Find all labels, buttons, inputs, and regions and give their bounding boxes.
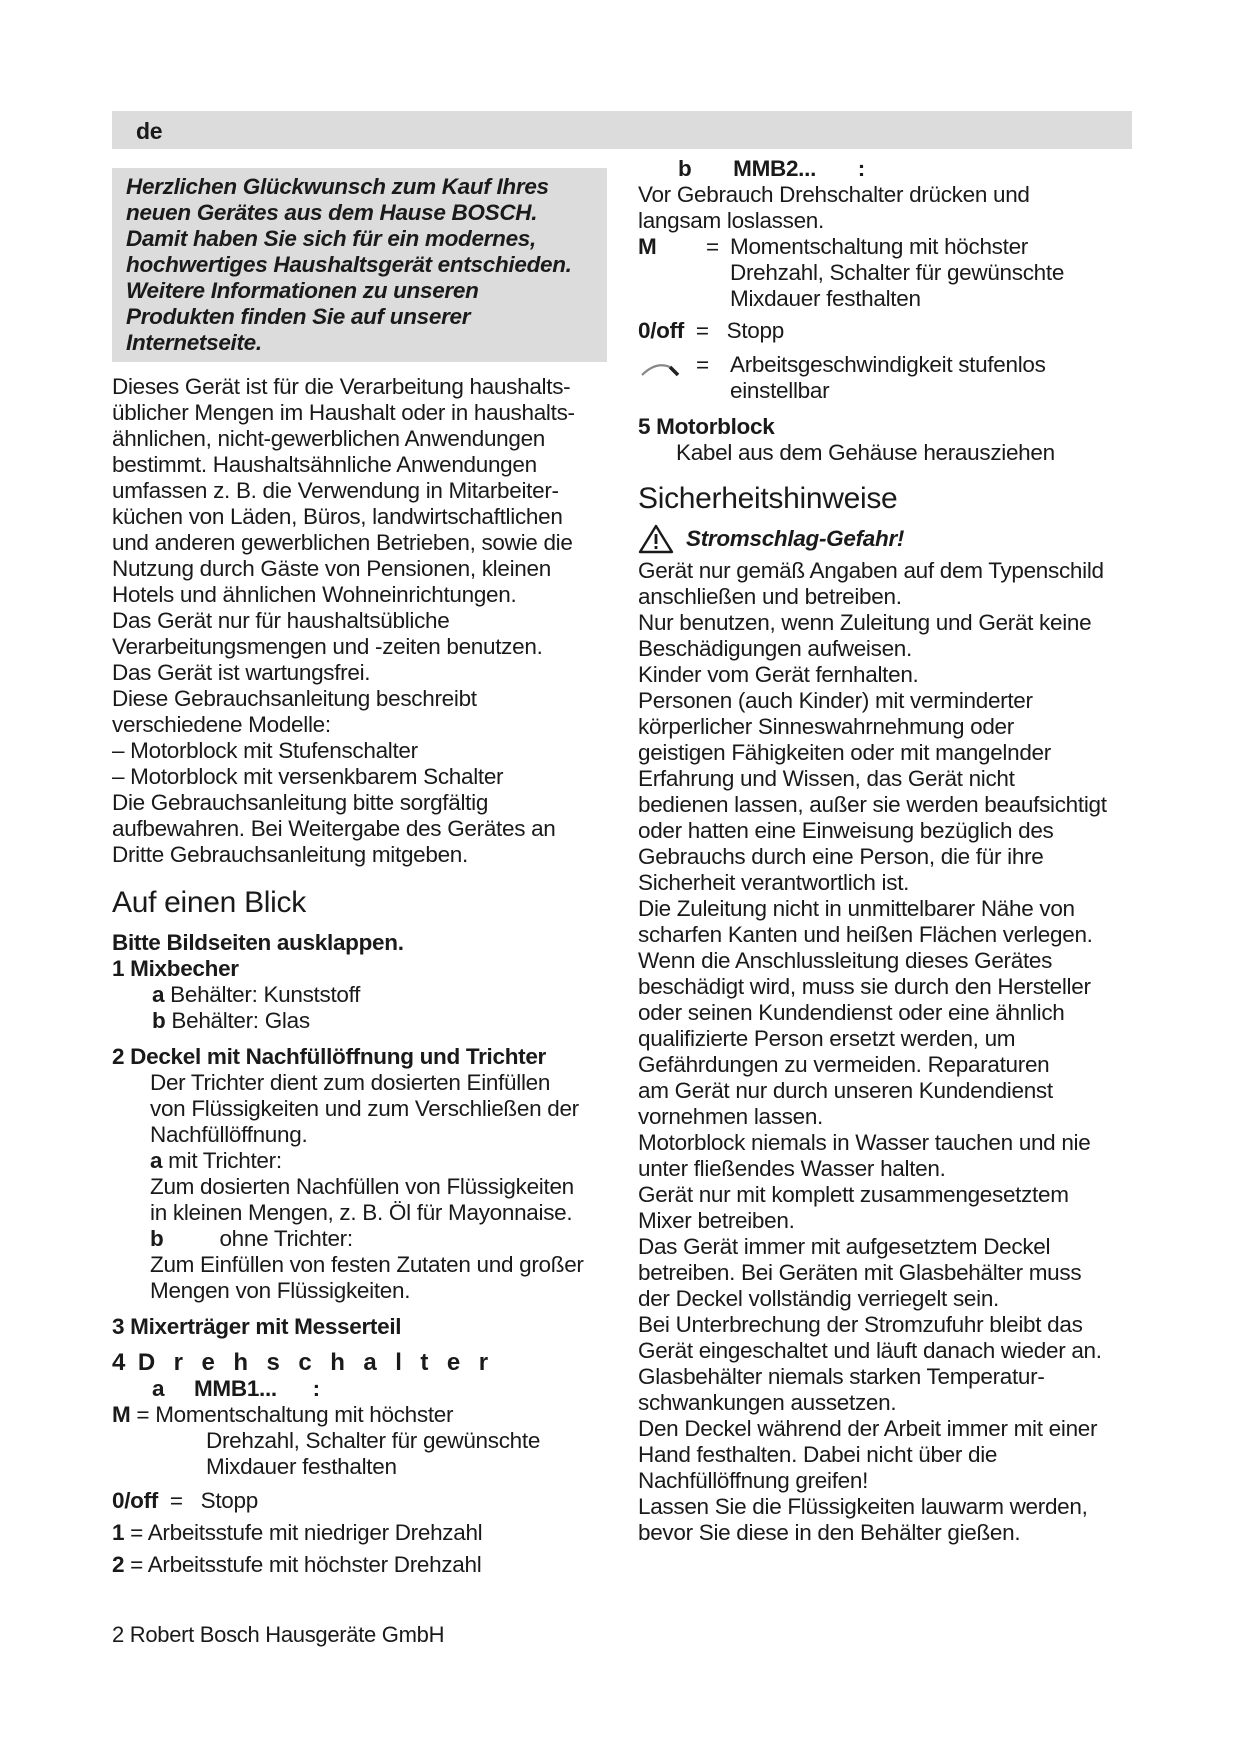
safety-line: schwankungen aussetzen. <box>638 1390 897 1415</box>
warning-text: Stromschlag-Gefahr! <box>686 526 905 551</box>
safety-line: Lassen Sie die Flüssigkeiten lauwarm werden, <box>638 1494 1088 1519</box>
body-line: üblicher Mengen im Haushalt oder in haushalts- <box>112 400 575 425</box>
item-1b-key: b <box>152 1008 166 1033</box>
body-line: aufbewahren. Bei Weitergabe des Gerätes an <box>112 816 556 841</box>
intro-box <box>112 168 607 362</box>
right-column <box>638 156 1138 1546</box>
item-2a-key: a <box>150 1148 163 1173</box>
body-line: Dritte Gebrauchsanleitung mitgeben. <box>112 842 468 867</box>
item-2-body <box>112 1070 607 1304</box>
safety-line: Mixer betreiben. <box>638 1208 795 1233</box>
body-line: – Motorblock mit Stufenschalter <box>112 738 418 763</box>
item-5-text: Kabel aus dem Gehäuse herausziehen <box>676 440 1055 465</box>
intro-line: Internetseite. <box>126 330 262 355</box>
b-line: langsam loslassen. <box>638 208 824 233</box>
safety-line: Motorblock niemals in Wasser tauchen und nie <box>638 1130 1091 1155</box>
item-4-number: 4 <box>112 1349 126 1376</box>
body-line: bestimmt. Haushaltsähnliche Anwendungen <box>112 452 537 477</box>
speed-2-desc: = Arbeitsstufe mit höchster Drehzahl <box>130 1552 482 1577</box>
safety-body <box>638 558 1138 1546</box>
speed-1-desc: = Arbeitsstufe mit niedriger Drehzahl <box>130 1520 483 1545</box>
dial-line: Arbeitsgeschwindigkeit stufenlos <box>730 352 1046 377</box>
safety-line: bevor Sie diese in den Behälter gießen. <box>638 1520 1021 1545</box>
safety-line: anschließen und betreiben. <box>638 584 902 609</box>
body-line: Das Gerät ist wartungsfrei. <box>112 660 371 685</box>
safety-line: Die Zuleitung nicht in unmittelbarer Nähe von <box>638 896 1075 921</box>
safety-line: Das Gerät immer mit aufgesetztem Deckel <box>638 1234 1051 1259</box>
safety-line: beschädigt wird, muss sie durch den Hersteller <box>638 974 1091 999</box>
item-4-title: Drehschalter <box>137 1349 507 1376</box>
safety-line: Erfahrung und Wissen, das Gerät nicht <box>638 766 1015 791</box>
intro-line: Damit haben Sie sich für ein modernes, <box>126 226 536 251</box>
safety-line: Bei Unterbrechung der Stromzufuhr bleibt das <box>638 1312 1083 1337</box>
safety-line: Gerät nur gemäß Angaben auf dem Typenschild <box>638 558 1104 583</box>
off-key: 0/off <box>638 318 684 343</box>
safety-line: unter fließendes Wasser halten. <box>638 1156 946 1181</box>
item-2-line: Der Trichter dient zum dosierten Einfüllen <box>150 1070 551 1095</box>
b-key: b <box>678 156 692 181</box>
m-desc: = Momentschaltung mit höchster <box>136 1402 454 1427</box>
safety-line: Personen (auch Kinder) mit verminderter <box>638 688 1033 713</box>
intro-line: Weitere Informationen zu unseren <box>126 278 479 303</box>
safety-line: Sicherheit verantwortlich ist. <box>638 870 910 895</box>
item-2b-line: Zum Einfüllen von festen Zutaten und großer <box>150 1252 584 1277</box>
safety-line: betreiben. Bei Geräten mit Glasbehälter muss <box>638 1260 1082 1285</box>
item-2a-text: mit Trichter: <box>168 1148 282 1173</box>
language-bar <box>112 111 1132 149</box>
safety-line: der Deckel vollständig verriegelt sein. <box>638 1286 999 1311</box>
body-line: Diese Gebrauchsanleitung beschreibt <box>112 686 477 711</box>
safety-line: Gebrauchs durch eine Person, die für ihre <box>638 844 1044 869</box>
glance-subheading: Bitte Bildseiten ausklappen. <box>112 930 404 955</box>
safety-line: Nur benutzen, wenn Zuleitung und Gerät keine <box>638 610 1092 635</box>
off-key: 0/off <box>112 1488 158 1513</box>
body-line: Nutzung durch Gäste von Pensionen, kleinen <box>112 556 551 581</box>
item-2-title: 2 Deckel mit Nachfüllöffnung und Trichter <box>112 1044 546 1069</box>
safety-line: oder seinen Kundendienst oder eine ähnlich <box>638 1000 1065 1025</box>
safety-line: Den Deckel während der Arbeit immer mit einer <box>638 1416 1098 1441</box>
item-2-line: von Flüssigkeiten und zum Verschließen der <box>150 1096 579 1121</box>
off-eq: = <box>169 1488 183 1513</box>
speed-1-key: 1 <box>112 1520 125 1545</box>
safety-line: Gerät eingeschaltet und läuft danach wieder an. <box>638 1338 1102 1363</box>
safety-line: Glasbehälter niemals starken Temperatur- <box>638 1364 1045 1389</box>
body-line: Hotels und ähnlichen Wohneinrichtungen. <box>112 582 517 607</box>
body-line: umfassen z. B. die Verwendung in Mitarbeiter- <box>112 478 559 503</box>
body-line: – Motorblock mit versenkbarem Schalter <box>112 764 504 789</box>
m-line: Mixdauer festhalten <box>206 1454 397 1479</box>
safety-line: qualifizierte Person ersetzt werden, um <box>638 1026 1016 1051</box>
m-desc-cont <box>112 1428 607 1480</box>
intro-line: Herzlichen Glückwunsch zum Kauf Ihres <box>126 174 549 199</box>
safety-line: oder hatten eine Einweisung bezüglich des <box>638 818 1054 843</box>
item-2b-key: b <box>150 1226 164 1251</box>
body-line: Dieses Gerät ist für die Verarbeitung haushalts- <box>112 374 571 399</box>
safety-line: Wenn die Anschlussleitung dieses Gerätes <box>638 948 1053 973</box>
item-2b-line: Mengen von Flüssigkeiten. <box>150 1278 411 1303</box>
body-line: Das Gerät nur für haushaltsübliche <box>112 608 450 633</box>
m-eq: = <box>706 234 719 259</box>
item-4a-colon: : <box>312 1376 320 1401</box>
warning-row <box>638 524 1138 554</box>
body-line: ähnlichen, nicht-gewerblichen Anwendungen <box>112 426 546 451</box>
body-line: verschiedene Modelle: <box>112 712 331 737</box>
safety-line: Beschädigungen aufweisen. <box>638 636 912 661</box>
glance-heading: Auf einen Blick <box>112 886 306 919</box>
safety-line: Nachfüllöffnung greifen! <box>638 1468 869 1493</box>
page-footer: 2 Robert Bosch Hausgeräte GmbH <box>112 1622 445 1647</box>
item-1b-text: Behälter: Glas <box>171 1008 310 1033</box>
intro-line: hochwertiges Haushaltsgerät entschieden. <box>126 252 572 277</box>
safety-line: Gerät nur mit komplett zusammengesetztem <box>638 1182 1069 1207</box>
left-column <box>112 168 607 1578</box>
safety-line: körperlicher Sinneswahrnehmung oder <box>638 714 1014 739</box>
m-line: Drehzahl, Schalter für gewünschte <box>206 1428 541 1453</box>
safety-line: scharfen Kanten und heißen Flächen verlegen. <box>638 922 1093 947</box>
m-key: M <box>638 234 657 259</box>
safety-line: Kinder vom Gerät fernhalten. <box>638 662 919 687</box>
b-model: MMB2... <box>733 156 817 181</box>
intro-line: Produkten finden Sie auf unserer <box>126 304 471 329</box>
dial-line: einstellbar <box>730 378 830 403</box>
item-2b-text: ohne Trichter: <box>219 1226 353 1251</box>
safety-line: geistigen Fähigkeiten oder mit mangelnder <box>638 740 1051 765</box>
item-2a-line: Zum dosierten Nachfüllen von Flüssigkeiten <box>150 1174 574 1199</box>
dial-eq: = <box>696 352 709 377</box>
off-val: Stopp <box>726 318 784 343</box>
item-4a-model: MMB1... <box>193 1376 277 1401</box>
item-4a-key: a <box>152 1376 165 1401</box>
safety-line: bedienen lassen, außer sie werden beaufsichtigt <box>638 792 1107 817</box>
item-1-title: 1 Mixbecher <box>112 956 239 981</box>
item-2a-line: in kleinen Mengen, z. B. Öl für Mayonnaise. <box>150 1200 573 1225</box>
m-line: Mixdauer festhalten <box>730 286 921 311</box>
item-3-title: 3 Mixerträger mit Messerteil <box>112 1314 402 1339</box>
safety-line: am Gerät nur durch unseren Kundendienst <box>638 1078 1053 1103</box>
safety-heading: Sicherheitshinweise <box>638 482 898 515</box>
item-1a-text: Behälter: Kunststoff <box>170 982 361 1007</box>
body-line: und anderen gewerblichen Betrieben, sowie die <box>112 530 573 555</box>
item-5-title: 5 Motorblock <box>638 414 775 439</box>
body-line: Die Gebrauchsanleitung bitte sorgfältig <box>112 790 489 815</box>
language-label: de <box>136 118 163 144</box>
safety-line: Hand festhalten. Dabei nicht über die <box>638 1442 998 1467</box>
item-2-line: Nachfüllöffnung. <box>150 1122 308 1147</box>
dial-icon <box>638 352 696 404</box>
safety-line: Gefährdungen zu vermeiden. Reparaturen <box>638 1052 1050 1077</box>
m-line: Drehzahl, Schalter für gewünschte <box>730 260 1065 285</box>
intro-line: neuen Gerätes aus dem Hause BOSCH. <box>126 200 538 225</box>
item-1a-key: a <box>152 982 165 1007</box>
off-eq: = <box>695 318 709 343</box>
body-line: küchen von Läden, Büros, landwirtschaftlichen <box>112 504 563 529</box>
speed-2-key: 2 <box>112 1552 125 1577</box>
b-line: Vor Gebrauch Drehschalter drücken und <box>638 182 1030 207</box>
dial-row <box>638 352 1138 404</box>
safety-line: vornehmen lassen. <box>638 1104 824 1129</box>
m-row <box>638 234 1138 312</box>
m-key: M <box>112 1402 131 1427</box>
warning-triangle-icon <box>638 524 674 554</box>
intro-body <box>112 374 607 868</box>
b-colon: : <box>857 156 865 181</box>
m-line: Momentschaltung mit höchster <box>730 234 1028 259</box>
off-val: Stopp <box>200 1488 258 1513</box>
body-line: Verarbeitungsmengen und -zeiten benutzen. <box>112 634 543 659</box>
